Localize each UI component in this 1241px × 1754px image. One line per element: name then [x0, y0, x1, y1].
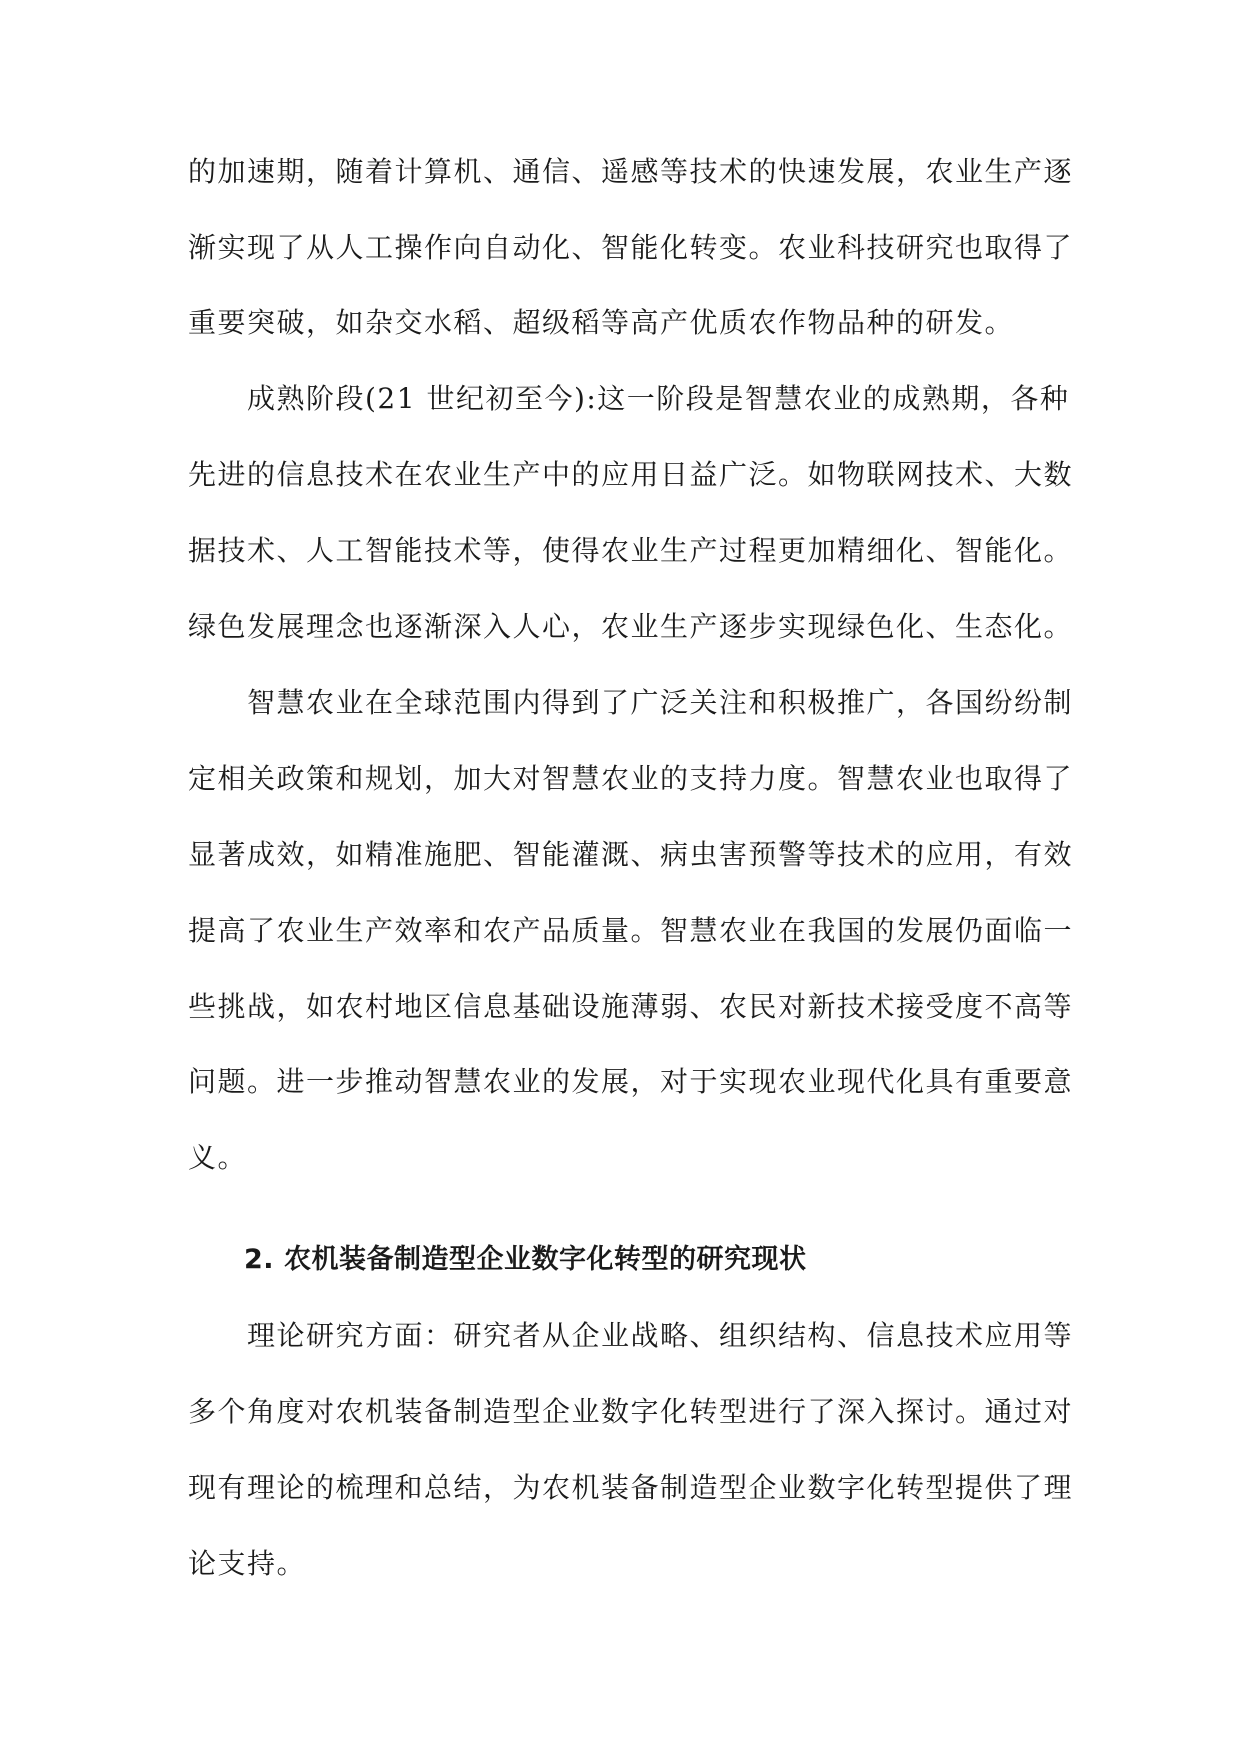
text-line: 显著成效，如精准施肥、智能灌溉、病虫害预警等技术的应用，有效 — [188, 838, 1074, 871]
section-heading: 2. 农机装备制造型企业数字化转型的研究现状 — [244, 1244, 807, 1275]
text-line: 现有理论的梳理和总结，为农机装备制造型企业数字化转型提供了理 — [188, 1471, 1074, 1504]
text-line: 的加速期，随着计算机、通信、遥感等技术的快速发展，农业生产逐 — [188, 155, 1074, 188]
text-line: 些挑战，如农村地区信息基础设施薄弱、农民对新技术接受度不高等 — [188, 990, 1074, 1023]
text-line: 渐实现了从人工操作向自动化、智能化转变。农业科技研究也取得了 — [188, 231, 1074, 264]
text-line: 据技术、人工智能技术等，使得农业生产过程更加精细化、智能化。 — [188, 534, 1074, 567]
text-line: 论支持。 — [188, 1547, 307, 1580]
text-line: 重要突破，如杂交水稻、超级稻等高产优质农作物品种的研发。 — [188, 306, 1015, 339]
text-line: 理论研究方面：研究者从企业战略、组织结构、信息技术应用等 — [247, 1319, 1074, 1352]
text-line: 定相关政策和规划，加大对智慧农业的支持力度。智慧农业也取得了 — [188, 762, 1074, 795]
text-line: 智慧农业在全球范围内得到了广泛关注和积极推广，各国纷纷制 — [247, 686, 1074, 719]
text-line: 成熟阶段(21 世纪初至今):这一阶段是智慧农业的成熟期，各种 — [247, 382, 1070, 415]
text-line: 多个角度对农机装备制造型企业数字化转型进行了深入探讨。通过对 — [188, 1395, 1074, 1428]
text-line: 先进的信息技术在农业生产中的应用日益广泛。如物联网技术、大数 — [188, 458, 1074, 491]
text-line: 问题。进一步推动智慧农业的发展，对于实现农业现代化具有重要意 — [188, 1065, 1074, 1098]
text-line: 义。 — [188, 1141, 248, 1174]
text-line: 提高了农业生产效率和农产品质量。智慧农业在我国的发展仍面临一 — [188, 914, 1074, 947]
text-line: 绿色发展理念也逐渐深入人心，农业生产逐步实现绿色化、生态化。 — [188, 610, 1074, 643]
